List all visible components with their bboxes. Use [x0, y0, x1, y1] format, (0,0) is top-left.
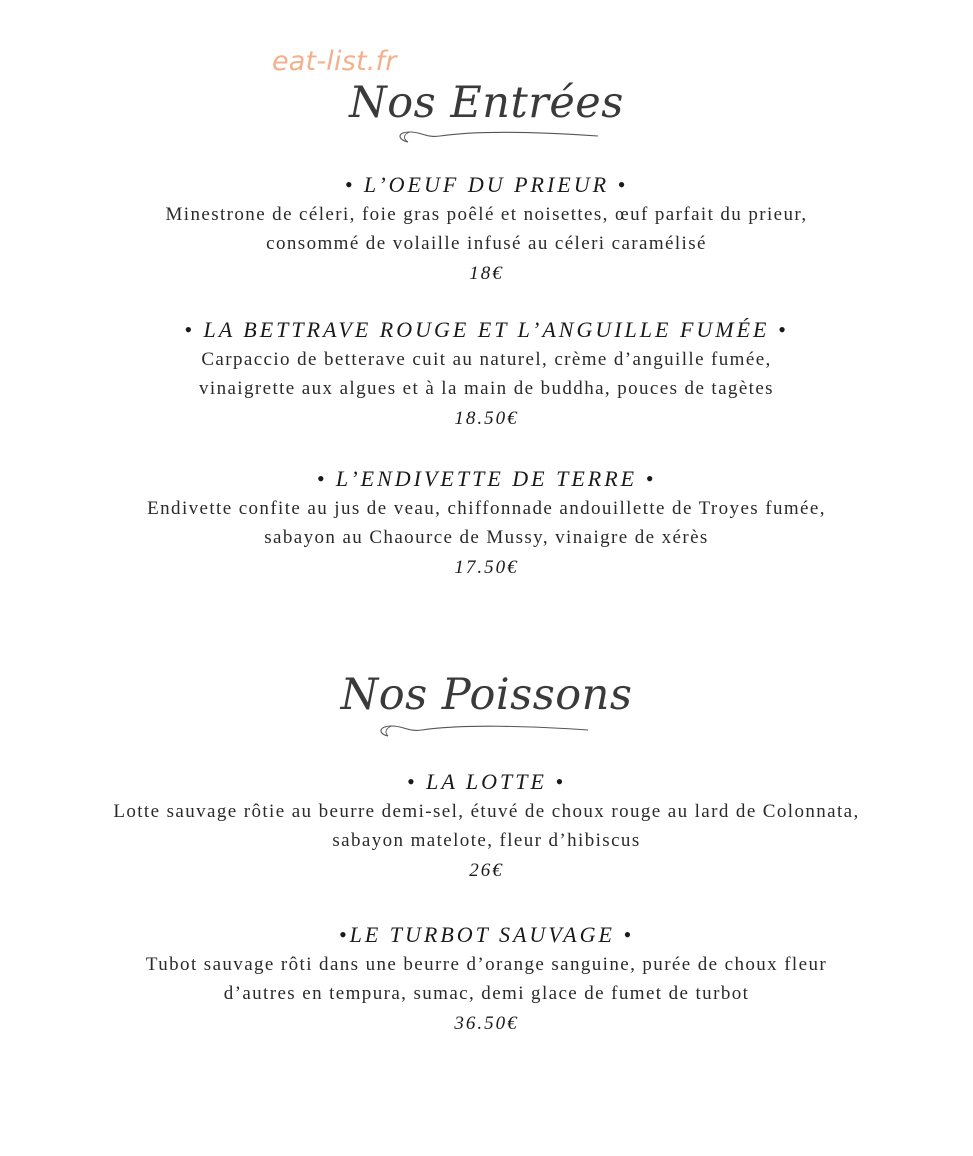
flourish-divider-icon: [0, 718, 973, 742]
menu-item-turbot-sauvage: [0, 920, 973, 1039]
item-description-line2: vinaigrette aux algues et à la main de buddha, pouces de tagètes: [199, 378, 774, 399]
flourish-divider-icon: [0, 124, 973, 148]
item-name: •LE TURBOT SAUVAGE •: [338, 922, 635, 947]
menu-item-bettrave-rouge: [0, 315, 973, 434]
item-description-line2: d’autres en tempura, sumac, demi glace de fumet de turbot: [223, 983, 750, 1004]
section-title-entrees: Nos Entrées: [349, 78, 624, 128]
menu-item-la-lotte: [0, 767, 973, 886]
item-name: • L’OEUF DU PRIEUR •: [344, 172, 629, 197]
watermark: eat-list.fr: [272, 46, 397, 77]
item-price: 18.50€: [454, 408, 519, 429]
item-price: 26€: [469, 860, 504, 881]
item-price: 18€: [469, 263, 504, 284]
item-description-line2: sabayon au Chaource de Mussy, vinaigre de xérès: [264, 527, 709, 548]
item-name: • L’ENDIVETTE DE TERRE •: [316, 466, 657, 491]
item-description-line2: consommé de volaille infusé au céleri caramélisé: [266, 233, 707, 254]
item-description-line1: Tubot sauvage rôti dans une beurre d’orange sanguine, purée de choux fleur: [145, 954, 828, 975]
item-name: • LA BETTRAVE ROUGE ET L’ANGUILLE FUMÉE •: [184, 317, 789, 342]
menu-item-oeuf-du-prieur: [0, 170, 973, 289]
menu-item-endivette-de-terre: [0, 464, 973, 583]
item-price: 17.50€: [454, 557, 519, 578]
section-title-poissons: Nos Poissons: [340, 670, 633, 720]
item-description-line1: Carpaccio de betterave cuit au naturel, crème d’anguille fumée,: [201, 349, 772, 370]
item-description-line1: Endivette confite au jus de veau, chiffonnade andouillette de Troyes fumée,: [147, 498, 826, 519]
item-price: 36.50€: [454, 1013, 519, 1034]
item-name: • LA LOTTE •: [406, 769, 567, 794]
item-description-line1: Minestrone de céleri, foie gras poêlé et noisettes, œuf parfait du prieur,: [165, 204, 808, 225]
item-description-line2: sabayon matelote, fleur d’hibiscus: [332, 830, 641, 851]
item-description-line1: Lotte sauvage rôtie au beurre demi-sel, étuvé de choux rouge au lard de Colonnata,: [113, 801, 860, 822]
